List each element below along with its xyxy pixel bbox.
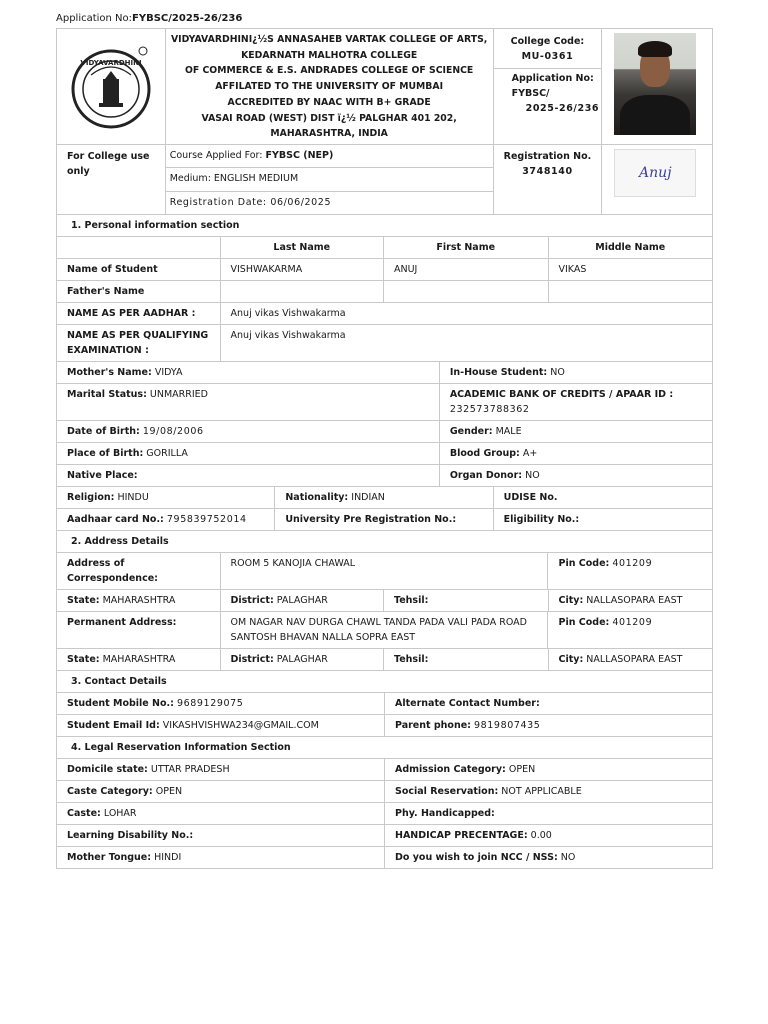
admission-form <box>56 28 713 869</box>
form-header <box>57 29 712 145</box>
college-name: VIDYAVARDHINI¿½S ANNASAHEB VARTAK COLLEGE OF ARTS, KEDARNATH MALHOTRA COLLEGE OF COMMERCE & E.S. ANDRADES COLLEGE OF SCIENCE AFFILATED TO THE UNIVERSITY OF MUMBAI ACCREDITED BY NAAC WITH B+ GRADE VASAI ROAD (WEST) DIST ï¿½ PALGHAR 401 202, MAHARASHTRA, INDIA <box>166 29 494 144</box>
religion-row: Religion: HINDU Nationality: INDIAN UDISE No. <box>57 487 712 509</box>
mobile-row: Student Mobile No.: 9689129075 Alternate Contact Number: <box>57 693 712 715</box>
svg-text:VIDYAVARDHINI: VIDYAVARDHINI <box>80 58 142 67</box>
student-photo-image <box>614 33 696 135</box>
signature-image: Anuj <box>614 149 696 197</box>
registration-date: Registration Date: 06/06/2025 <box>169 196 332 208</box>
domicile-row: Domicile state: UTTAR PRADESH Admission Category: OPEN <box>57 759 712 781</box>
aadhar-name-row: NAME AS PER AADHAR : Anuj vikas Vishwakarma <box>57 303 712 325</box>
section-title-address: 2. Address Details <box>71 536 169 547</box>
permanent-address-row: Permanent Address: OM NAGAR NAV DURGA CHAWL TANDA PADA VALI PADA ROAD SANTOSH BHAVAN NALLA SOPRA EAST Pin Code: 401209 <box>57 612 712 649</box>
section-title-legal: 4. Legal Reservation Information Section <box>71 742 291 753</box>
college-code-block: College Code: MU-0361 Application No: FYBSC/ 2025-26/236 <box>494 29 603 144</box>
section-title-personal: 1. Personal information section <box>71 220 240 231</box>
college-logo <box>57 29 166 144</box>
learning-disability-row: Learning Disability No.: HANDICAP PRECENTAGE: 0.00 <box>57 825 712 847</box>
course-applied: Course Applied For: FYBSC (NEP) <box>166 145 493 168</box>
caste-row: Caste: LOHAR Phy. Handicapped: <box>57 803 712 825</box>
course-details <box>166 145 494 214</box>
top-application-number: Application No:FYBSC/2025-26/236 <box>56 13 243 24</box>
aadhaar-row: Aadhaar card No.: 795839752014 University Pre Registration No.: Eligibility No.: <box>57 509 712 531</box>
mother-name-row: Mother's Name: VIDYA In-House Student: NO <box>57 362 712 384</box>
place-of-birth-row: Place of Birth: GORILLA Blood Group: A+ <box>57 443 712 465</box>
marital-status-row: Marital Status: UNMARRIED ACADEMIC BANK OF CREDITS / APAAR ID : 232573788362 <box>57 384 712 421</box>
college-seal-icon <box>69 35 153 139</box>
correspondence-state-row: State: MAHARASHTRA District: PALAGHAR Tehsil: City: NALLASOPARA EAST <box>57 590 712 612</box>
name-columns-header: Last Name First Name Middle Name <box>57 237 712 259</box>
student-photo <box>602 29 712 144</box>
father-name-row: Father's Name <box>57 281 712 303</box>
course-block <box>57 145 712 215</box>
signature-box <box>602 145 712 214</box>
medium: Medium: ENGLISH MEDIUM <box>166 168 493 191</box>
permanent-state-row: State: MAHARASHTRA District: PALAGHAR Tehsil: City: NALLASOPARA EAST <box>57 649 712 671</box>
native-place-row: Native Place: Organ Donor: NO <box>57 465 712 487</box>
dob-row: Date of Birth: 19/08/2006 Gender: MALE <box>57 421 712 443</box>
qualifying-name-row: NAME AS PER QUALIFYING EXAMINATION : Anuj vikas Vishwakarma <box>57 325 712 362</box>
section-title-contact: 3. Contact Details <box>71 676 167 687</box>
for-college-use: For College use only <box>57 145 166 214</box>
caste-category-row: Caste Category: OPEN Social Reservation: NOT APPLICABLE <box>57 781 712 803</box>
name-of-student-row: Name of Student VISHWAKARMA ANUJ VIKAS <box>57 259 712 281</box>
email-row: Student Email Id: VIKASHVISHWA234@GMAIL.COM Parent phone: 9819807435 <box>57 715 712 737</box>
correspondence-address-row: Address of Correspondence: ROOM 5 KANOJIA CHAWAL Pin Code: 401209 <box>57 553 712 590</box>
mother-tongue-row: Mother Tongue: HINDI Do you wish to join NCC / NSS: NO <box>57 847 712 868</box>
registration-number: Registration No. 3748140 <box>494 145 603 214</box>
